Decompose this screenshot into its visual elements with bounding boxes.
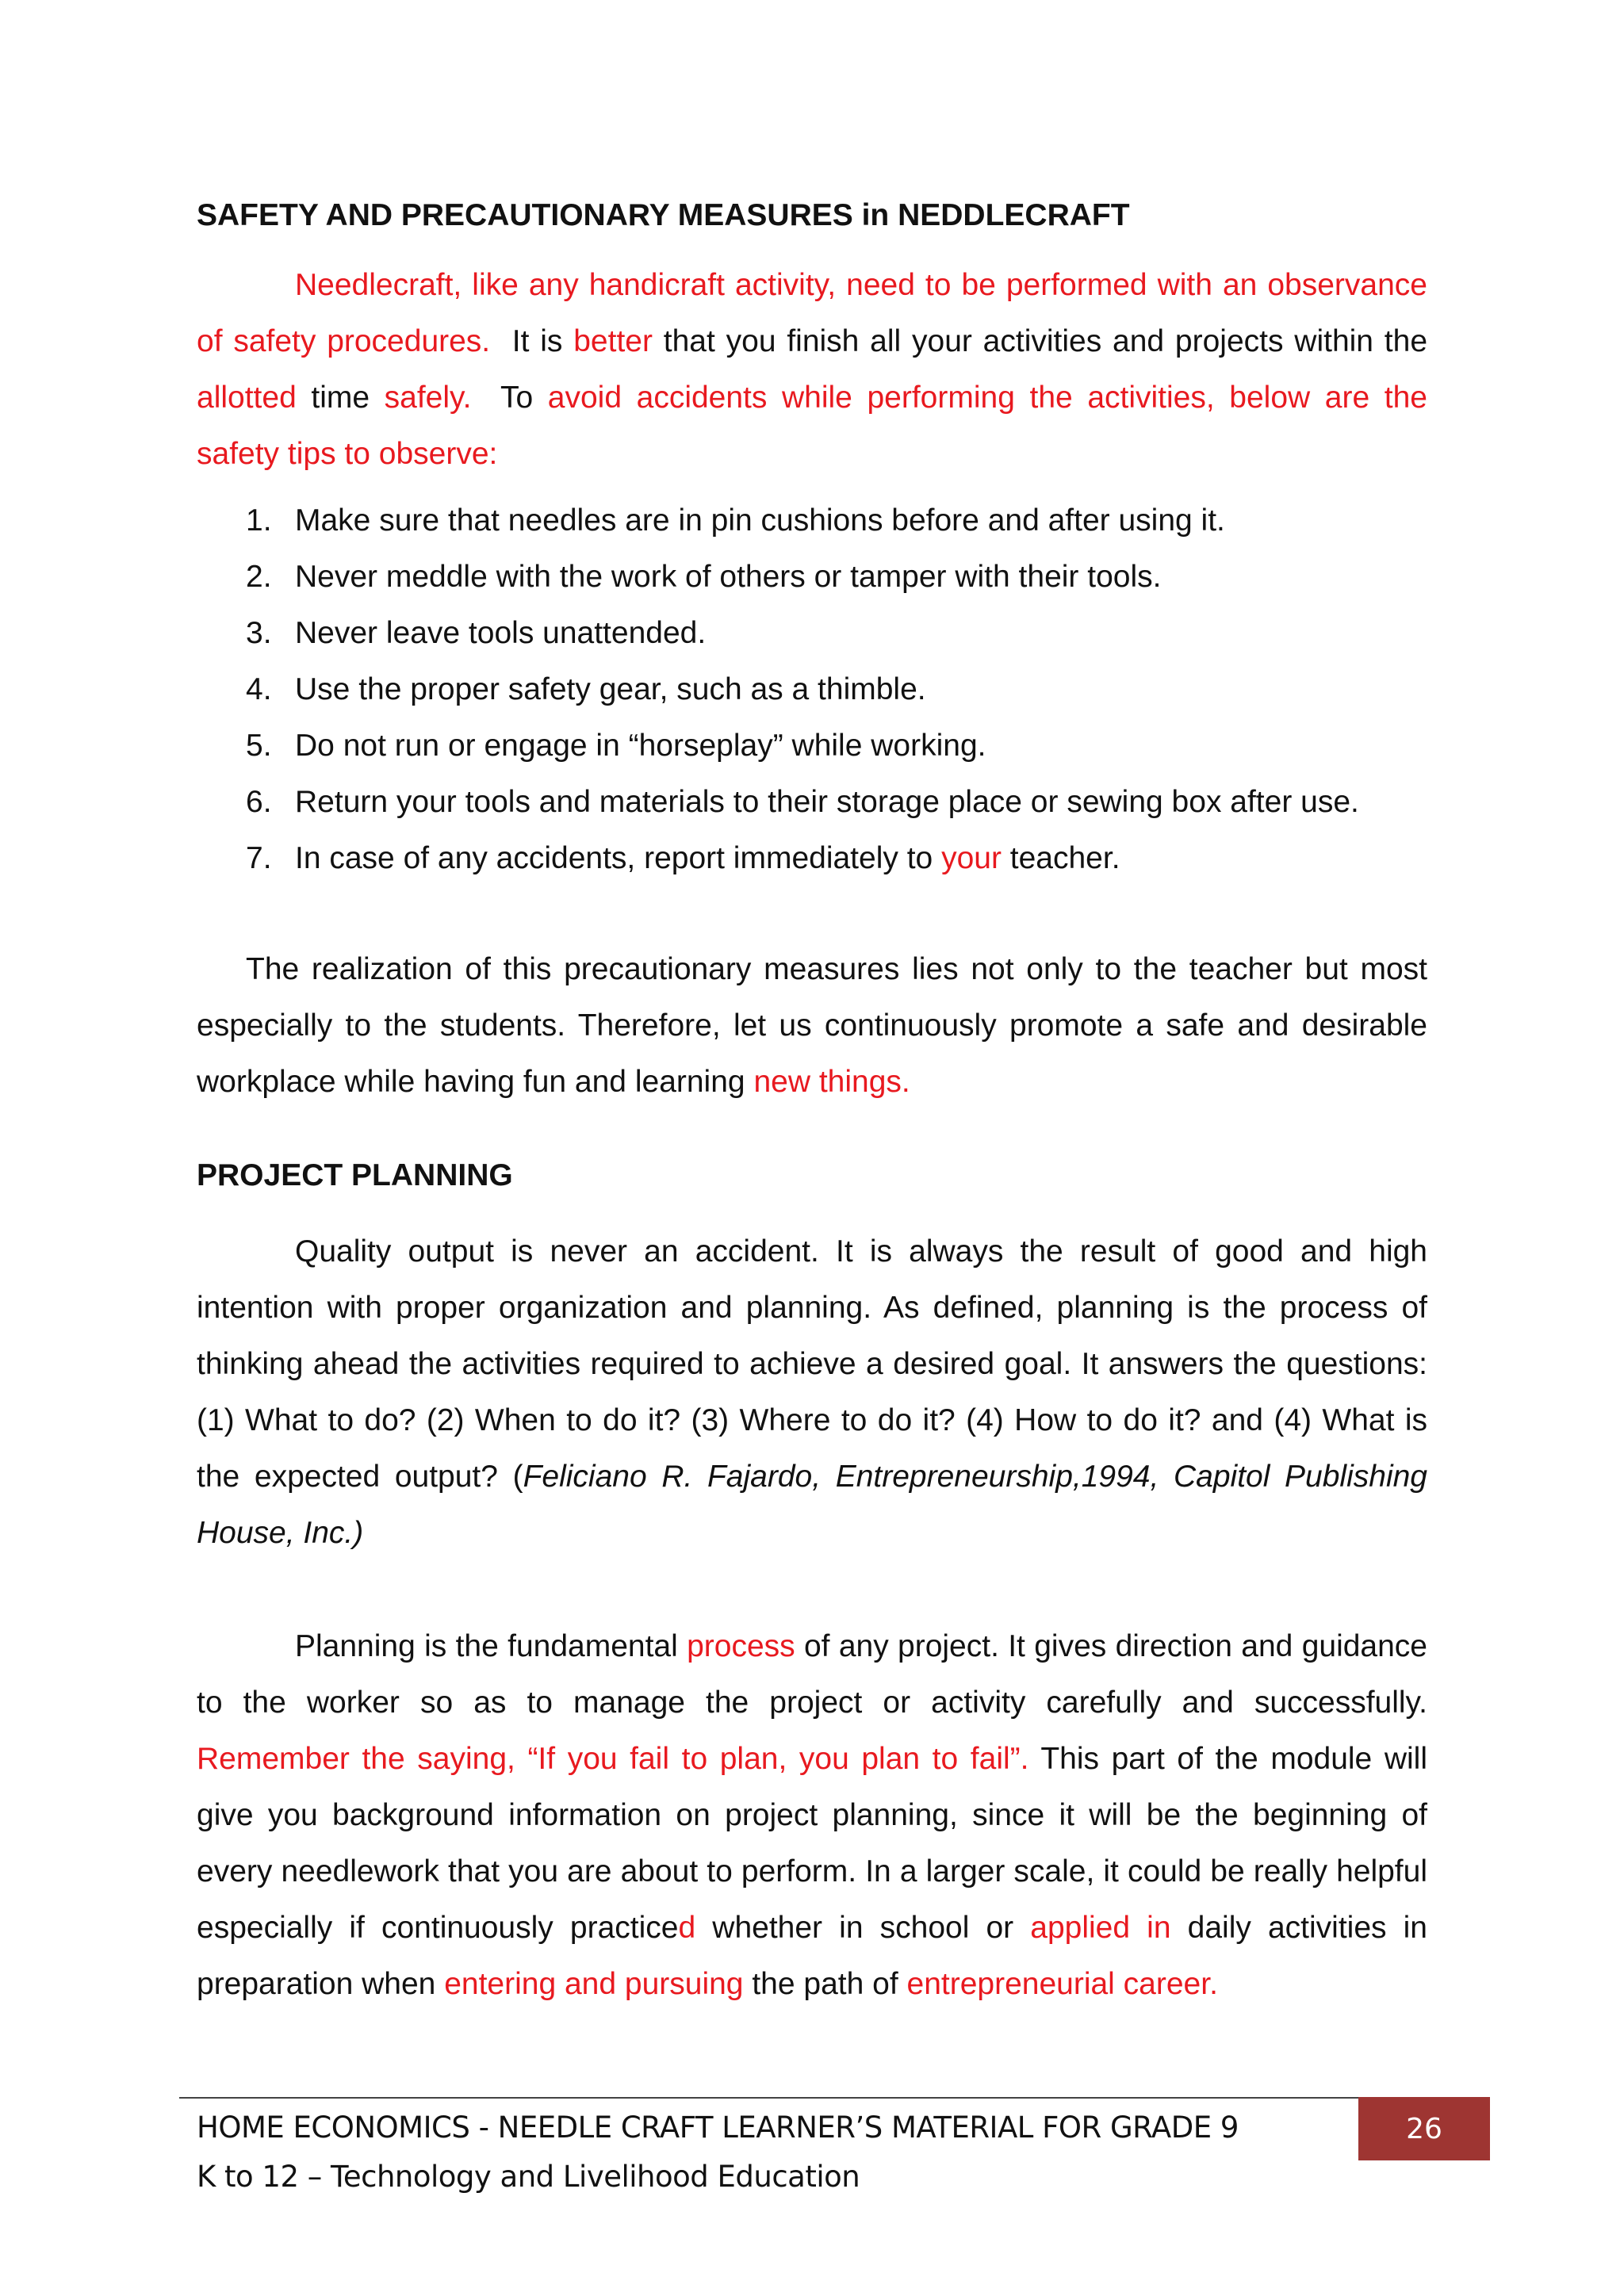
page-number-badge	[1358, 2097, 1490, 2160]
highlight-text: entering and pursuing	[444, 1967, 744, 2001]
body-text: This part of the module will give you background information on project planning, since it will be the beginning of every needlework that you are about to perform. In a larger scale, it could be really helpful especially if continuously practice	[197, 1742, 1427, 1945]
list-item	[197, 605, 1427, 661]
list-number: 1.	[246, 503, 272, 538]
body-text: Planning is the fundamental	[295, 1629, 688, 1663]
highlight-text: applied in	[1030, 1911, 1171, 1945]
list-number: 4.	[246, 672, 272, 706]
body-text: daily activities in preparation when	[197, 1911, 1427, 2001]
list-number: 5.	[246, 729, 272, 763]
body-text: of any project. It gives direction and guidance to the worker so as to manage the project or activity carefully and successfully.	[197, 1629, 1427, 1720]
list-item	[197, 492, 1427, 549]
highlight-text: allotted	[197, 381, 297, 415]
safety-intro-paragraph	[197, 257, 1427, 482]
list-number: 2.	[246, 560, 272, 594]
safety-tips-list	[197, 492, 1427, 886]
list-item-text: Make sure that needles are in pin cushions before and after using it.	[295, 503, 1225, 538]
highlight-text: better	[573, 324, 653, 358]
section-title-safety: SAFETY AND PRECAUTIONARY MEASURES in NEDDLECRAFT	[197, 198, 1130, 232]
highlight-text: avoid accidents while performing the activities, below are the safety tips to observe:	[197, 381, 1427, 471]
highlight-text: Needlecraft, like any handicraft activity, need to be performed with an observance of safety procedures.	[197, 268, 1427, 358]
list-item	[197, 774, 1427, 830]
section-title-project-planning: PROJECT PLANNING	[197, 1158, 513, 1192]
list-item-text: Never leave tools unattended.	[295, 616, 707, 650]
highlight-text: new things.	[753, 1065, 910, 1099]
footer-divider	[179, 2097, 1364, 2099]
highlight-text: safely.	[384, 381, 472, 415]
body-text: To	[471, 381, 548, 415]
list-item-text: Do not run or engage in “horseplay” while working.	[295, 729, 986, 763]
list-item	[197, 718, 1427, 774]
footer-subtitle: K to 12 – Technology and Livelihood Education	[197, 2160, 860, 2194]
list-item	[197, 661, 1427, 718]
safety-closing-paragraph	[197, 941, 1427, 1110]
body-text: Quality output is never an accident. It is always the result of good and high intention with proper organization and planning. As defined, planning is the process of thinking ahead the activities required to achieve a desired goal. It answers the questions: (1) What to do? (2) When to do it? (3) Where to do it? (4) How to do it? and (4) What is the expected output? (	[197, 1234, 1427, 1494]
list-number: 3.	[246, 616, 272, 650]
list-item-text: Return your tools and materials to their storage place or sewing box after use.	[295, 785, 1359, 819]
body-text: whether in school or	[695, 1911, 1031, 1945]
list-number: 7.	[246, 841, 272, 875]
citation-text: Feliciano R. Fajardo, Entrepreneurship,1994, Capitol Publishing House, Inc.)	[197, 1460, 1427, 1550]
body-text: The realization of this precautionary measures lies not only to the teacher but most especially to the students. Therefore, let us continuously promote a safe and desirable workplace while having fun and learning	[197, 952, 1427, 1099]
planning-paragraph-2	[197, 1618, 1427, 2012]
list-item-text: Use the proper safety gear, such as a thimble.	[295, 672, 926, 706]
highlight-text: entrepreneurial career.	[906, 1967, 1218, 2001]
body-text: It is	[490, 324, 574, 358]
list-item-text: Never meddle with the work of others or tamper with their tools.	[295, 560, 1162, 594]
list-item-text: teacher.	[1001, 841, 1120, 875]
highlight-text: process	[687, 1629, 795, 1663]
list-number: 6.	[246, 785, 272, 819]
body-text: time	[296, 381, 385, 415]
planning-paragraph-1	[197, 1223, 1427, 1561]
body-text: that you finish all your activities and projects within the	[652, 324, 1428, 358]
page-number: 26	[1406, 2112, 1442, 2145]
list-item-text: In case of any accidents, report immediately to	[295, 841, 942, 875]
highlight-text: d	[678, 1911, 696, 1945]
list-item	[197, 830, 1427, 886]
list-item	[197, 549, 1427, 605]
body-text: the path of	[743, 1967, 907, 2001]
footer-title: HOME ECONOMICS - NEEDLE CRAFT LEARNER’S MATERIAL FOR GRADE 9	[197, 2110, 1239, 2145]
highlight-text: your	[941, 841, 1002, 875]
highlight-text: Remember the saying, “If you fail to plan, you plan to fail”.	[197, 1742, 1029, 1776]
